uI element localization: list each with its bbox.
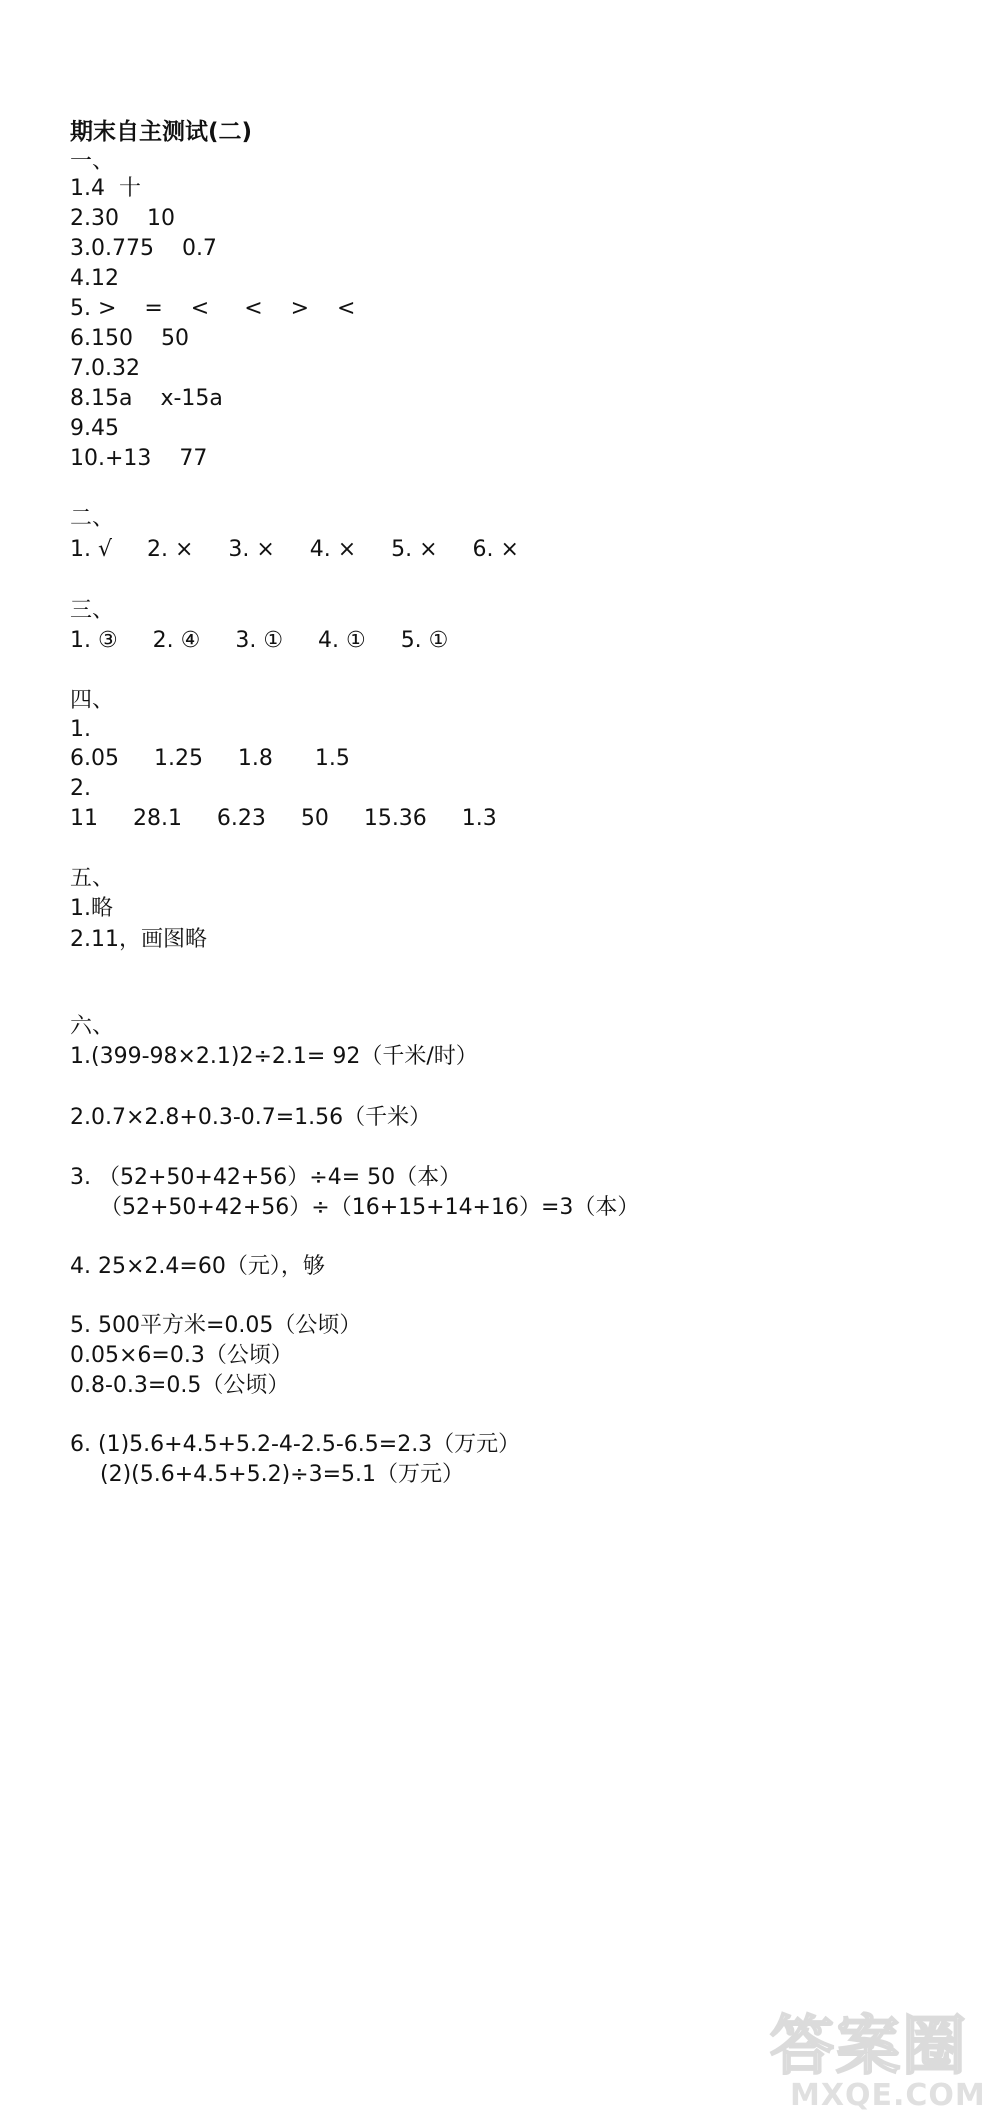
answer-line: 7.0.32 [70, 356, 140, 381]
answer-line: 1. ③ 2. ④ 3. ① 4. ① 5. ① [70, 628, 449, 653]
answer-line: 2.0.7×2.8+0.3-0.7=1.56（千米） [70, 1105, 432, 1130]
answer-line: 1.略 [70, 896, 113, 921]
answer-line: 5. 500平方米=0.05（公顷） [70, 1313, 362, 1338]
answer-line: 8.15a x-15a [70, 386, 223, 411]
answer-line: 4.12 [70, 266, 119, 291]
section-header-4: 四、 [70, 688, 115, 713]
answer-line: 1. √ 2. × 3. × 4. × 5. × 6. × [70, 537, 519, 562]
section-header-3: 三、 [70, 598, 115, 623]
answer-line: 1. [70, 717, 91, 742]
answer-line: 2.30 10 [70, 206, 175, 231]
answer-line: （52+50+42+56）÷（16+15+14+16）=3（本） [100, 1195, 640, 1220]
answer-line: (2)(5.6+4.5+5.2)÷3=5.1（万元） [100, 1462, 465, 1487]
answer-line: 0.05×6=0.3（公顷） [70, 1343, 293, 1368]
section-header-1: 一、 [70, 149, 115, 174]
answer-line: 6.150 50 [70, 326, 189, 351]
answer-line: 3. （52+50+42+56）÷4= 50（本） [70, 1165, 462, 1190]
section-header-5: 五、 [70, 866, 115, 891]
answer-line: 10.+13 77 [70, 446, 208, 471]
answer-line: 2. [70, 776, 91, 801]
answer-line: 2.11，画图略 [70, 927, 207, 952]
watermark-url: MXQE.COM [790, 2078, 986, 2113]
answer-line: 1.(399-98×2.1)2÷2.1= 92（千米/时） [70, 1044, 478, 1069]
answer-line: 6.05 1.25 1.8 1.5 [70, 746, 350, 771]
watermark-text: 答案圈 [770, 2010, 968, 2084]
answer-line: 0.8-0.3=0.5（公顷） [70, 1373, 290, 1398]
section-header-2: 二、 [70, 506, 115, 531]
answer-line: 3.0.775 0.7 [70, 236, 217, 261]
answer-line: 1.4 十 [70, 176, 141, 201]
answer-line: 11 28.1 6.23 50 15.36 1.3 [70, 806, 497, 831]
page-title: 期末自主测试(二) [70, 119, 253, 145]
answer-line: 5. > = < < > < [70, 296, 356, 321]
answer-line: 9.45 [70, 416, 119, 441]
watermark-logo [760, 1990, 1000, 2120]
answer-line: 4. 25×2.4=60（元），够 [70, 1254, 325, 1279]
section-header-6: 六、 [70, 1014, 115, 1039]
answer-line: 6. (1)5.6+4.5+5.2-4-2.5-6.5=2.3（万元） [70, 1432, 521, 1457]
